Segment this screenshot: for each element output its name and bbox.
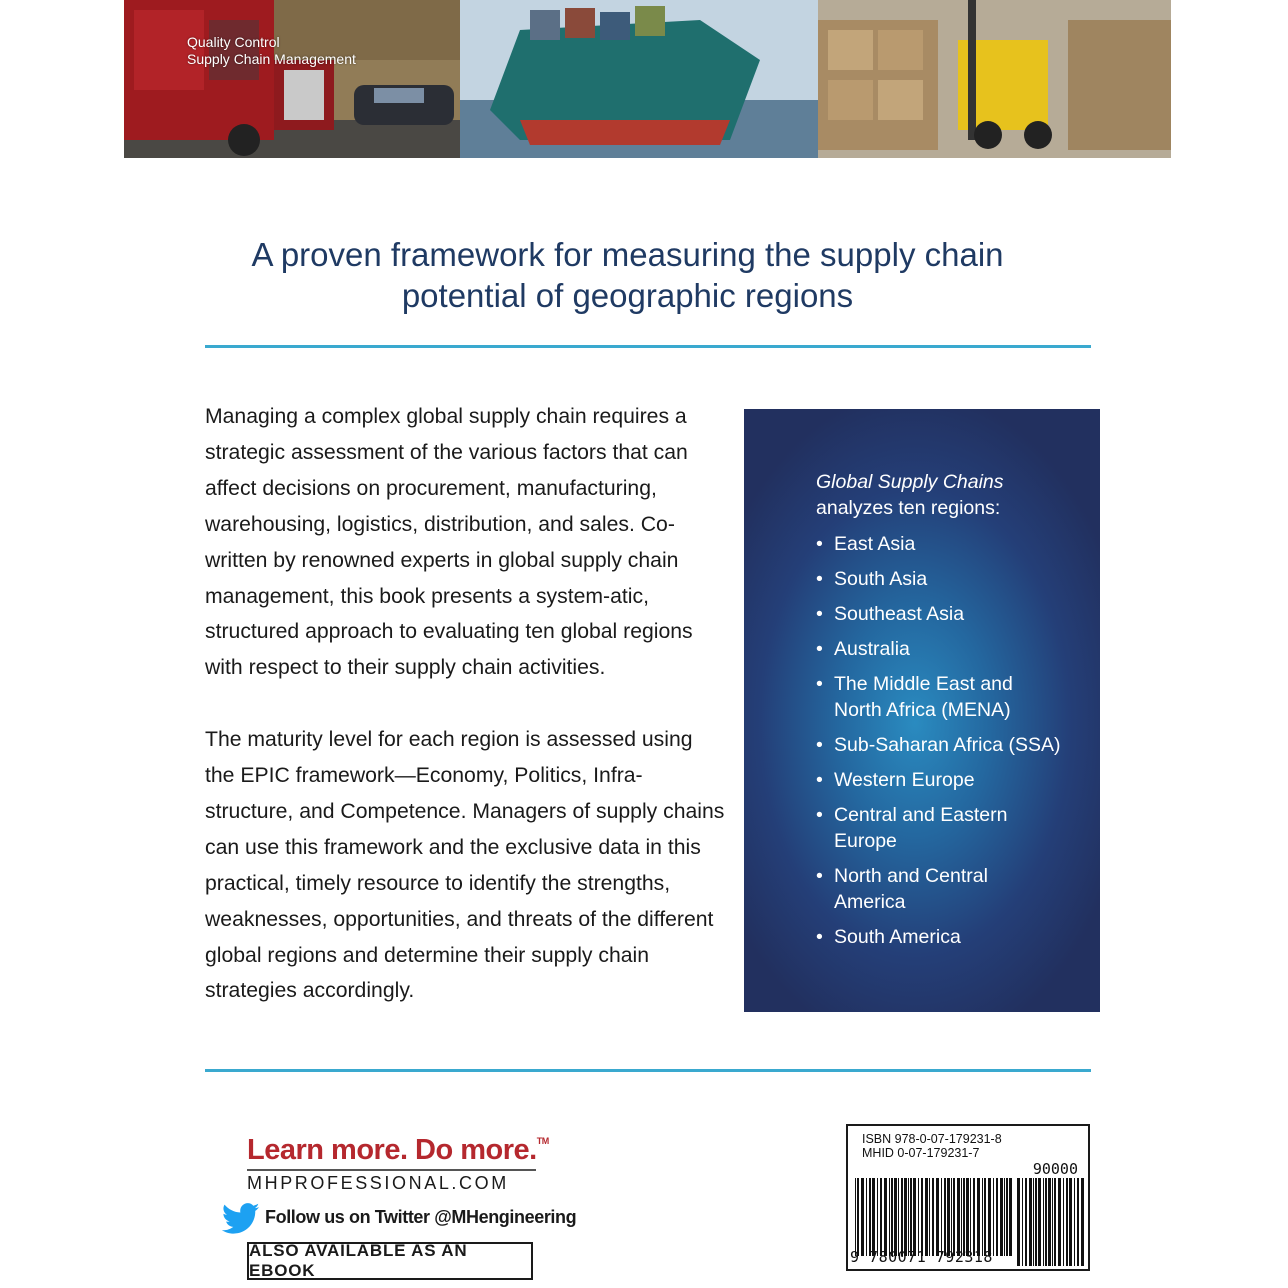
region-name: • Western Europe (834, 769, 975, 791)
barcode-digits: 9 780071 792318 (850, 1248, 993, 1266)
barcode-bar (1052, 1178, 1053, 1266)
region-name: • East Asia (834, 533, 916, 555)
cover-photo-strip (124, 0, 1171, 158)
region-name-continued: Europe (834, 830, 897, 852)
barcode-bar (921, 1178, 923, 1256)
list-item (816, 767, 1061, 793)
barcode-bar (932, 1178, 934, 1256)
twitter-follow-link[interactable]: Follow us on Twitter @MHengineering (265, 1207, 577, 1227)
list-item (816, 802, 1061, 854)
headline (150, 234, 1105, 316)
barcode-bar (1069, 1178, 1072, 1266)
slogan-underline (247, 1169, 536, 1171)
barcode-bar (957, 1178, 960, 1256)
twitter-bird-icon (222, 1203, 260, 1235)
barcode-bar (970, 1178, 971, 1256)
region-name: • Sub-Saharan Africa (SSA) (834, 734, 1061, 756)
barcode-bar (1006, 1178, 1008, 1256)
list-item (816, 601, 1061, 627)
region-name: • South America (834, 926, 961, 948)
barcode-bar (1029, 1178, 1032, 1266)
barcode-bar (1038, 1178, 1041, 1266)
barcode-bar (1043, 1178, 1044, 1266)
list-item (816, 636, 1061, 662)
barcode-bar (1022, 1178, 1023, 1266)
barcode-bars (854, 1178, 1012, 1256)
trademark-mark: TM (536, 1136, 549, 1146)
description-paragraph-1: Managing a complex global supply chain requires a strategic assessment of the various factors that can affect decisions on procurement, manufacturing, warehousing, logistics, distribution, and sales. Co-written by renowned experts in global supply chain management, this book presents a system-atic, structured approach to evaluating ten global regions with respect to their supply chain activities. (205, 405, 693, 680)
barcode-bar (857, 1178, 859, 1256)
barcode-bar (866, 1178, 867, 1256)
region-name: • Australia (834, 638, 910, 660)
region-name: • Southeast Asia (834, 603, 965, 625)
barcode-bar (889, 1178, 890, 1256)
description-paragraph-2: The maturity level for each region is assessed using the EPIC framework—Economy, Politics, Infra-structure, and Competence. Managers of supply chains can use this framework and the exclusive data in this practical, timely resource to identify the strengths, weaknesses, opportunities, and threats of the different global regions and determine their supply chain strategies accordingly. (205, 728, 725, 1003)
barcode-bar (898, 1178, 899, 1256)
barcode-bar (1035, 1178, 1037, 1266)
barcode-bar (1074, 1178, 1075, 1266)
price-code: 90000 (1032, 1160, 1078, 1178)
barcode-bar (1063, 1178, 1064, 1266)
caption-line-2: Supply Chain Management (187, 51, 356, 67)
barcode-bar (1004, 1178, 1005, 1256)
slogan-text: Learn more. Do more. (247, 1134, 537, 1166)
region-list (816, 531, 1061, 959)
barcode-bar (880, 1178, 882, 1256)
divider-bottom (205, 1069, 1091, 1072)
barcode-bar (993, 1178, 994, 1256)
barcode-bar (953, 1178, 955, 1256)
list-item (816, 531, 1061, 557)
barcode-bar (877, 1178, 878, 1256)
barcode-bar (1045, 1178, 1047, 1266)
barcode-bar (908, 1178, 909, 1256)
book-title: Global Supply Chains (816, 471, 1004, 493)
forklift-warehouse-photo (818, 0, 1171, 158)
barcode-bar (904, 1178, 907, 1256)
barcode-bar (1025, 1178, 1027, 1266)
barcode-bar (1054, 1178, 1056, 1266)
region-name-continued: North Africa (MENA) (834, 699, 1011, 721)
barcode-bar (901, 1178, 903, 1256)
publisher-website[interactable]: MHPROFESSIONAL.COM (247, 1173, 509, 1193)
region-name: • Central and Eastern (834, 804, 1008, 826)
barcode-bar (988, 1178, 991, 1256)
description (205, 399, 725, 1045)
ebook-badge: ALSO AVAILABLE AS AN EBOOK (247, 1242, 533, 1280)
barcode-bar (929, 1178, 930, 1256)
barcode-bar (910, 1178, 912, 1256)
barcode-bar (963, 1178, 965, 1256)
barcode-bar (977, 1178, 980, 1256)
barcode-bar (1077, 1178, 1079, 1266)
barcode-bar (894, 1178, 897, 1256)
list-item (816, 924, 1061, 950)
container-ship-photo (460, 0, 818, 158)
barcode-bar (1033, 1178, 1034, 1266)
regions-intro-text: analyzes ten regions: (816, 497, 1001, 519)
list-item (816, 863, 1061, 915)
region-name: • North and Central (834, 865, 988, 887)
region-name-continued: America (834, 891, 906, 913)
regions-panel (744, 409, 1100, 1012)
barcode-bar (1017, 1178, 1020, 1266)
isbn-number: ISBN 978-0-07-179231-8 (862, 1132, 1002, 1146)
barcode-bar (884, 1178, 887, 1256)
barcode-bar (1000, 1178, 1003, 1256)
barcode-bar (944, 1178, 946, 1256)
barcode-bar (1048, 1178, 1051, 1266)
truck-photo (124, 0, 460, 158)
barcode-bar (947, 1178, 950, 1256)
caption-line-1: Quality Control (187, 34, 280, 50)
barcode-bar (1058, 1178, 1061, 1266)
barcode-bar (918, 1178, 919, 1256)
divider-top (205, 345, 1091, 348)
barcode-bar (941, 1178, 942, 1256)
barcode-bar (913, 1178, 916, 1256)
barcode-bar (961, 1178, 962, 1256)
barcode-bar (951, 1178, 952, 1256)
image-caption (187, 34, 356, 68)
barcode-bar (996, 1178, 998, 1256)
barcode-bar (1009, 1178, 1012, 1256)
headline-line-2: potential of geographic regions (401, 277, 854, 314)
barcode-bar (861, 1178, 864, 1256)
list-item (816, 671, 1061, 723)
isbn-barcode (846, 1124, 1090, 1271)
barcode-bar (1066, 1178, 1068, 1266)
region-name: • South Asia (834, 568, 928, 590)
publisher-slogan (247, 1134, 549, 1167)
barcode-bar (855, 1178, 856, 1256)
barcode-bar (891, 1178, 893, 1256)
list-item (816, 732, 1061, 758)
list-item (816, 566, 1061, 592)
barcode-bar (936, 1178, 939, 1256)
barcode-bar (982, 1178, 983, 1256)
barcode-bar (973, 1178, 975, 1256)
barcode-bar (984, 1178, 986, 1256)
barcode-bar (966, 1178, 969, 1256)
barcode-bar (925, 1178, 928, 1256)
barcode-bar (872, 1178, 875, 1256)
regions-intro (816, 469, 1004, 521)
barcode-bar (1081, 1178, 1084, 1266)
mhid-number: MHID 0-07-179231-7 (862, 1146, 980, 1160)
barcode-bar (869, 1178, 871, 1256)
barcode-addon-bars (1016, 1178, 1084, 1266)
headline-line-1: A proven framework for measuring the supply chain (251, 236, 1004, 273)
region-name: • The Middle East and (834, 673, 1013, 695)
